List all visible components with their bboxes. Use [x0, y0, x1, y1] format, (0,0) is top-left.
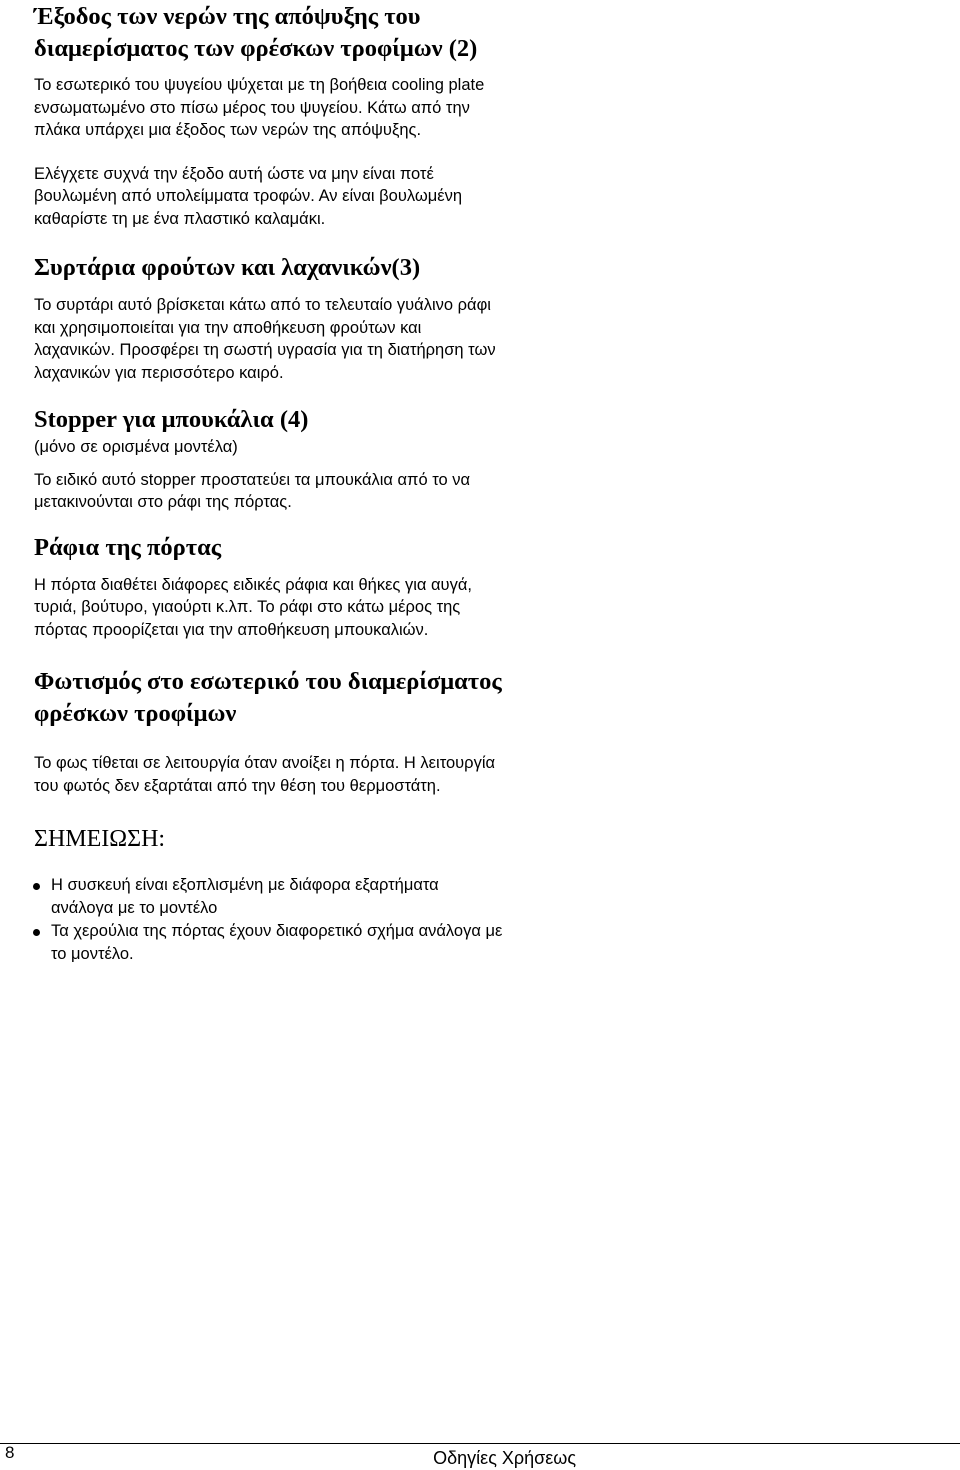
section-subtitle: (μόνο σε ορισμένα μοντέλα) [34, 438, 238, 456]
paragraph: Ελέγχετε συχνά την έξοδο αυτή ώστε να μην είναι ποτέ βουλωμένη από υπολείμματα τροφών. Αν είναι βουλωμένη καθαρίστε τη με ένα πλαστικό καλαμάκι. [34, 164, 463, 228]
section-heading-defrost-outlet: Έξοδος των νερών της απόψυξης του διαμερίσματος των φρέσκων τροφίμων (2) [34, 3, 478, 62]
list-item-text: Η συσκευή είναι εξοπλισμένη με διάφορα εξαρτήματα ανάλογα με το μοντέλο [51, 876, 439, 917]
list-item [34, 920, 504, 966]
section-heading-bottle-stopper: Stopper για μπουκάλια (4) [34, 406, 309, 433]
section-heading-door-shelves: Ράφια της πόρτας [34, 533, 222, 561]
paragraph: Το ειδικό αυτό stopper προστατεύει τα μπουκάλια από το να μετακινούνται στο ράφι της πόρτας. [34, 470, 471, 511]
list-item [34, 874, 504, 920]
page-content [34, 0, 504, 966]
list-item-text: Τα χερούλια της πόρτας έχουν διαφορετικό σχήμα ανάλογα με το μοντέλο. [51, 922, 503, 963]
footer-divider [0, 1443, 960, 1444]
section-heading-interior-light: Φωτισμός στο εσωτερικό του διαμερίσματος φρέσκων τροφίμων [34, 668, 502, 727]
note-title: ΣΗΜΕΙΩΣΗ: [34, 826, 166, 852]
paragraph: Η πόρτα διαθέτει διάφορες ειδικές ράφια και θήκες για αυγά, τυριά, βούτυρο, γιαούρτι κ.λπ. Το ράφι στο κάτω μέρος της πόρτας προορίζεται για την αποθήκευση μπουκαλιών. [34, 575, 472, 639]
paragraph: Το συρτάρι αυτό βρίσκεται κάτω από το τελευταίο γυάλινο ράφι και χρησιμοποιείται για την αποθήκευση φρούτων και λαχανικών. Προσφέρει τη σωστή υγρασία για τη διατήρηση των λαχανικών για περισσότερο καιρό. [34, 296, 496, 382]
bullet-icon [33, 883, 40, 890]
footer-title: Οδηγίες Χρήσεως [433, 1448, 576, 1468]
note-list [34, 874, 504, 966]
bullet-icon [33, 929, 40, 936]
section-heading-fruit-drawer: Συρτάρια φρούτων και λαχανικών(3) [34, 254, 421, 281]
paragraph: Το φως τίθεται σε λειτουργία όταν ανοίξει η πόρτα. Η λειτουργία του φωτός δεν εξαρτάται από την θέση του θερμοστάτη. [34, 754, 496, 795]
page-number: 8 [5, 1443, 15, 1462]
paragraph: Το εσωτερικό του ψυγείου ψύχεται με τη βοήθεια cooling plate ενσωματωμένο στο πίσω μέρος του ψυγείου. Κάτω από την πλάκα υπάρχει μια έξοδος των νερών της απόψυξης. [34, 76, 485, 139]
